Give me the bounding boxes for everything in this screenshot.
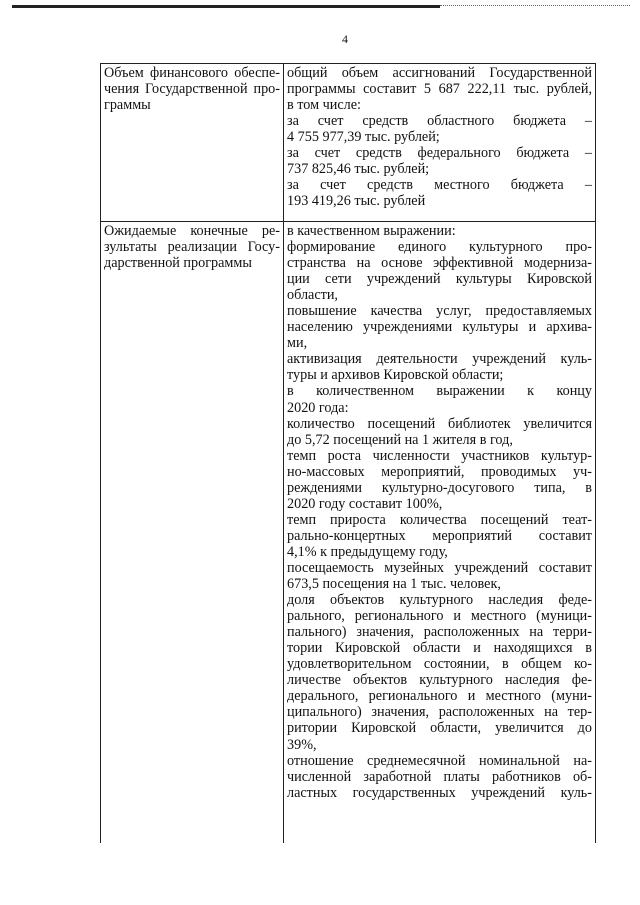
row-label-financing — [101, 64, 284, 222]
text-line: ции сети учреждений культуры Кировской — [287, 271, 592, 288]
text-line: посещаемость музейных учреждений составит — [287, 559, 592, 576]
text-line: 737 825,46 тыс. рублей; — [287, 161, 430, 178]
text-line: программы составит 5 687 222,11 тыс. рублей, — [287, 81, 592, 98]
text-line: области, — [287, 287, 338, 304]
text-line: 4 755 977,39 тыс. рублей; — [287, 129, 440, 146]
top-rule — [12, 5, 440, 8]
text-line: ритории Кировской области, увеличится до — [287, 720, 592, 737]
text-line: темп прироста количества посещений теат- — [287, 511, 592, 528]
text-line: повышение качества услуг, предоставляемых — [287, 303, 592, 320]
program-passport-table — [100, 63, 596, 843]
text-line: личестве объектов культурного наследия фе- — [287, 672, 592, 689]
row-value-financing — [284, 64, 596, 222]
text-line: 673,5 посещения на 1 тыс. человек, — [287, 576, 501, 593]
text-line: за счет средств местного бюджета – — [287, 177, 592, 194]
text-line: темп роста численности участников культур- — [287, 447, 592, 464]
text-line: отношение среднемесячной номинальной на- — [287, 752, 592, 769]
text-line: ми, — [287, 335, 308, 352]
text-line: 193 419,26 тыс. рублей — [287, 193, 426, 210]
text-line: 2020 году составит 100%, — [287, 495, 443, 512]
text-line: Объем финансового обеспе- — [104, 65, 280, 81]
text-line: странства на основе эффективной модерниза- — [287, 255, 592, 272]
text-line: зультаты реализации Госу- — [104, 239, 280, 256]
text-line: рально-концертных мероприятий составит — [287, 527, 592, 544]
row-value-results — [284, 222, 596, 844]
table-row-financing — [101, 64, 596, 222]
text-line: населению учреждениями культуры и архива- — [287, 319, 592, 336]
text-line: общий объем ассигнований Государственной — [287, 65, 592, 81]
text-line: 39%, — [287, 736, 317, 753]
text-line: рального, регионального и местного (муници- — [287, 608, 592, 625]
text-line: реждениями культурно-досугового типа, в — [287, 479, 592, 496]
text-line: пального) значения, расположенных на терри- — [287, 624, 592, 641]
text-line: тории Кировской области и находящихся в — [287, 640, 592, 657]
text-line: Ожидаемые конечные ре- — [104, 223, 280, 239]
text-line: туры и архивов Кировской области; — [287, 367, 504, 384]
text-line: 4,1% к предыдущему году, — [287, 543, 448, 560]
text-line: количество посещений библиотек увеличится — [287, 415, 592, 432]
text-line: дарственной программы — [104, 255, 252, 272]
text-line: ластных государственных учреждений куль- — [287, 784, 592, 801]
text-line: но-массовых мероприятий, проводимых уч- — [287, 463, 592, 480]
text-line: в том числе: — [287, 97, 361, 114]
text-line: чения Государственной про- — [104, 81, 280, 98]
text-line: за счет средств областного бюджета – — [287, 113, 592, 130]
text-line: 2020 года: — [287, 399, 349, 416]
text-line: до 5,72 посещений на 1 жителя в год, — [287, 431, 513, 448]
text-line: активизация деятельности учреждений куль- — [287, 351, 592, 368]
top-rule-dotted — [440, 5, 630, 7]
text-line: дерального, регионального и местного (муни- — [287, 688, 592, 705]
text-line: в количественном выражении к концу — [287, 383, 592, 400]
table-row-results — [101, 222, 596, 844]
text-line: формирование единого культурного про- — [287, 239, 592, 256]
text-line: в качественном выражении: — [287, 223, 456, 239]
text-line: за счет средств федерального бюджета – — [287, 145, 592, 162]
text-line: удовлетворительном состоянии, в общем ко- — [287, 656, 592, 673]
text-line: граммы — [104, 97, 151, 114]
page-number: 4 — [342, 32, 348, 46]
text-line: доля объектов культурного наследия феде- — [287, 592, 592, 609]
text-line: ципального) значения, расположенных на тер- — [287, 704, 592, 721]
text-line: численной заработной платы работников об- — [287, 768, 592, 785]
row-label-results — [101, 222, 284, 844]
